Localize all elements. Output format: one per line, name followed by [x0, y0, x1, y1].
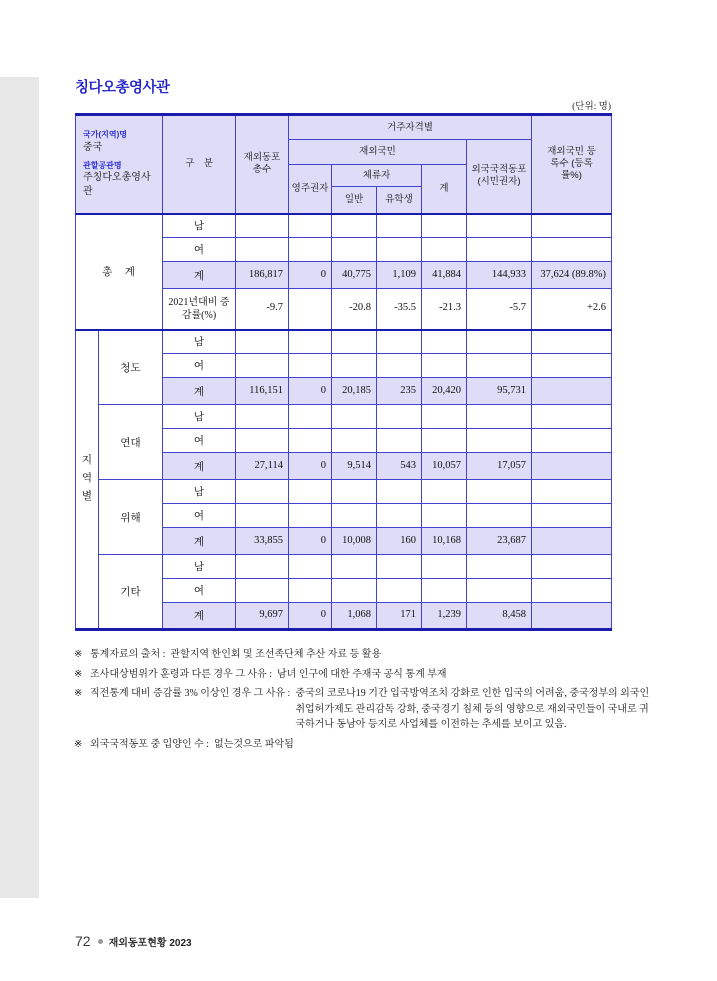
- value-cell: [236, 354, 289, 378]
- row-label-cell: 여: [163, 238, 236, 262]
- table-row: [76, 214, 612, 238]
- value-cell: [289, 289, 332, 330]
- value-cell: [289, 405, 332, 429]
- value-cell: 235: [377, 378, 422, 405]
- value-cell: [532, 555, 612, 579]
- value-cell: [467, 405, 532, 429]
- value-cell: [332, 330, 377, 354]
- value-cell: [532, 480, 612, 504]
- value-cell: [377, 405, 422, 429]
- overseas-koreans-table: [75, 113, 612, 631]
- footnote: [74, 667, 658, 683]
- row-label-cell: 계: [163, 528, 236, 555]
- footnote-marker-icon: ※: [74, 668, 83, 680]
- value-cell: [422, 555, 467, 579]
- header-total-count: 재외동포 총수: [236, 115, 289, 214]
- value-cell: 543: [377, 453, 422, 480]
- footnote-text: 중국의 코로나19 기간 입국방역조치 강화로 인한 입국의 어려움, 중국정부의 외국인 취업허가제도 관리감독 강화, 중국경기 침체 등의 영향으로 재외국민들이 국내로 귀국하거나 동남아 등지로 사업체를 이전하는 추세를 보이고 있음.: [295, 688, 650, 730]
- value-cell: 160: [377, 528, 422, 555]
- footnote: [74, 647, 658, 663]
- value-cell: 40,775: [332, 262, 377, 289]
- footnote-text: 남녀 인구에 대한 주재국 공식 통계 부재: [277, 668, 447, 680]
- value-cell: [532, 238, 612, 262]
- footnote-label: 외국국적동포 중 입양인 수 :: [90, 738, 210, 750]
- value-cell: 10,057: [422, 453, 467, 480]
- region-cell: 청도: [99, 330, 163, 405]
- value-cell: [377, 579, 422, 603]
- value-cell: [377, 238, 422, 262]
- value-cell: 17,057: [467, 453, 532, 480]
- value-cell: [236, 579, 289, 603]
- value-cell: [532, 579, 612, 603]
- value-cell: 144,933: [467, 262, 532, 289]
- value-cell: [422, 330, 467, 354]
- value-cell: [467, 555, 532, 579]
- value-cell: [332, 238, 377, 262]
- page-footer: [75, 932, 192, 949]
- value-cell: 0: [289, 378, 332, 405]
- value-cell: [532, 354, 612, 378]
- header-registered-count: 재외국민 등록수 (등록률%): [532, 115, 612, 214]
- value-cell: [422, 405, 467, 429]
- value-cell: 1,109: [377, 262, 422, 289]
- value-cell: [377, 504, 422, 528]
- value-cell: [377, 555, 422, 579]
- row-label-cell: 여: [163, 504, 236, 528]
- doc-title: 재외동포현황 2023: [108, 938, 192, 949]
- footnote-label: 통계자료의 출처 :: [90, 649, 166, 660]
- footnote-text: 없는것으로 파악됨: [214, 738, 294, 750]
- value-cell: [289, 555, 332, 579]
- value-cell: [332, 579, 377, 603]
- country-label: 국가(지역)명: [83, 130, 127, 140]
- value-cell: 9,697: [236, 603, 289, 630]
- row-label-cell: 여: [163, 354, 236, 378]
- header-overseas-korean: 재외국민: [289, 140, 467, 165]
- value-cell: [377, 330, 422, 354]
- value-cell: [422, 238, 467, 262]
- region-cell: 기타: [99, 555, 163, 630]
- row-label-cell: 남: [163, 480, 236, 504]
- value-cell: [236, 330, 289, 354]
- value-cell: +2.6: [532, 289, 612, 330]
- value-cell: [467, 354, 532, 378]
- value-cell: [377, 480, 422, 504]
- row-label-cell: 여: [163, 429, 236, 453]
- region-cell: 연대: [99, 405, 163, 480]
- value-cell: 10,008: [332, 528, 377, 555]
- table-row: [76, 555, 612, 579]
- value-cell: 33,855: [236, 528, 289, 555]
- value-cell: [332, 504, 377, 528]
- value-cell: [532, 429, 612, 453]
- value-cell: 0: [289, 453, 332, 480]
- value-cell: 8,458: [467, 603, 532, 630]
- value-cell: [532, 504, 612, 528]
- adjacent-page-shadow: [0, 77, 39, 898]
- footnote-marker-icon: ※: [74, 688, 83, 699]
- footnote-marker-icon: ※: [74, 738, 83, 750]
- value-cell: -35.5: [377, 289, 422, 330]
- value-cell: 37,624 (89.8%): [532, 262, 612, 289]
- value-cell: [332, 555, 377, 579]
- value-cell: 171: [377, 603, 422, 630]
- unit-label: (단위: 명): [572, 102, 611, 112]
- value-cell: [332, 354, 377, 378]
- value-cell: [236, 555, 289, 579]
- value-cell: [422, 354, 467, 378]
- table-row: [76, 405, 612, 429]
- value-cell: [332, 429, 377, 453]
- value-cell: [467, 504, 532, 528]
- value-cell: [467, 429, 532, 453]
- value-cell: [332, 214, 377, 238]
- row-label-cell: 여: [163, 579, 236, 603]
- value-cell: 1,068: [332, 603, 377, 630]
- header-permanent-resident: 영주권자: [289, 165, 332, 214]
- value-cell: -9.7: [236, 289, 289, 330]
- office-label: 관할공관명: [83, 161, 122, 170]
- value-cell: [377, 354, 422, 378]
- value-cell: [532, 378, 612, 405]
- value-cell: [289, 579, 332, 603]
- footnote-marker-icon: ※: [74, 649, 83, 660]
- value-cell: 20,420: [422, 378, 467, 405]
- office-name: 주칭다오총영사관: [83, 172, 151, 197]
- value-cell: 0: [289, 603, 332, 630]
- value-cell: [236, 429, 289, 453]
- header-foreign-nationality: 외국국적동포 (시민권자): [467, 140, 532, 214]
- value-cell: [422, 504, 467, 528]
- value-cell: [289, 429, 332, 453]
- country-name: 중국: [83, 141, 103, 153]
- value-cell: [289, 330, 332, 354]
- footnote: [74, 737, 658, 753]
- header-sojourner: 체류자: [332, 165, 422, 187]
- value-cell: [289, 504, 332, 528]
- value-cell: [236, 405, 289, 429]
- row-label-cell: 남: [163, 405, 236, 429]
- value-cell: [532, 214, 612, 238]
- row-label-cell: 계: [163, 262, 236, 289]
- group-total-cell: 총 계: [76, 214, 163, 330]
- value-cell: 1,239: [422, 603, 467, 630]
- value-cell: [467, 330, 532, 354]
- row-label-cell: 2021년대비 증감률(%): [163, 289, 236, 330]
- footnotes: [74, 647, 658, 756]
- value-cell: [236, 214, 289, 238]
- value-cell: 0: [289, 528, 332, 555]
- value-cell: [422, 214, 467, 238]
- value-cell: [236, 238, 289, 262]
- footnote: [74, 686, 658, 733]
- region-cell: 위해: [99, 480, 163, 555]
- value-cell: 116,151: [236, 378, 289, 405]
- table-row: [76, 330, 612, 354]
- row-label-cell: 계: [163, 453, 236, 480]
- value-cell: 23,687: [467, 528, 532, 555]
- value-cell: [532, 405, 612, 429]
- row-label-cell: 계: [163, 378, 236, 405]
- value-cell: [532, 330, 612, 354]
- value-cell: 9,514: [332, 453, 377, 480]
- value-cell: [377, 429, 422, 453]
- page-number: 72: [75, 932, 91, 949]
- value-cell: [236, 504, 289, 528]
- value-cell: [532, 528, 612, 555]
- footer-bullet-icon: [98, 939, 103, 944]
- header-general: 일반: [332, 187, 377, 214]
- row-label-cell: 남: [163, 330, 236, 354]
- regional-axis-label: 지역별: [81, 455, 93, 503]
- row-label-cell: 계: [163, 603, 236, 630]
- regional-axis-cell: [76, 330, 99, 630]
- header-gubun: 구 분: [163, 115, 236, 214]
- value-cell: 20,185: [332, 378, 377, 405]
- footnote-label: 직전통계 대비 증감률 3% 이상인 경우 그 사유 :: [90, 688, 291, 699]
- value-cell: [422, 579, 467, 603]
- value-cell: [289, 238, 332, 262]
- header-student: 유학생: [377, 187, 422, 214]
- row-label-cell: 남: [163, 214, 236, 238]
- value-cell: [289, 214, 332, 238]
- footnote-text: 관할지역 한인회 및 조선족단체 추산 자료 등 활용: [170, 649, 382, 660]
- value-cell: [377, 214, 422, 238]
- value-cell: [532, 453, 612, 480]
- value-cell: 186,817: [236, 262, 289, 289]
- value-cell: [289, 480, 332, 504]
- value-cell: [289, 354, 332, 378]
- page-title: 칭다오총영사관: [75, 80, 170, 96]
- header-subtotal: 계: [422, 165, 467, 214]
- value-cell: [332, 405, 377, 429]
- value-cell: [422, 429, 467, 453]
- country-office-cell: [76, 115, 163, 214]
- row-label-cell: 남: [163, 555, 236, 579]
- footnote-label: 조사대상범위가 훈령과 다른 경우 그 사유 :: [90, 668, 272, 680]
- value-cell: [236, 480, 289, 504]
- value-cell: [332, 480, 377, 504]
- value-cell: [422, 480, 467, 504]
- header-residence-type: 거주자격별: [289, 115, 532, 140]
- value-cell: 0: [289, 262, 332, 289]
- value-cell: [467, 214, 532, 238]
- value-cell: [467, 480, 532, 504]
- value-cell: -20.8: [332, 289, 377, 330]
- value-cell: 95,731: [467, 378, 532, 405]
- value-cell: [467, 238, 532, 262]
- value-cell: [467, 579, 532, 603]
- value-cell: 27,114: [236, 453, 289, 480]
- value-cell: -5.7: [467, 289, 532, 330]
- value-cell: [532, 603, 612, 630]
- value-cell: 41,884: [422, 262, 467, 289]
- table-row: [76, 480, 612, 504]
- value-cell: 10,168: [422, 528, 467, 555]
- value-cell: -21.3: [422, 289, 467, 330]
